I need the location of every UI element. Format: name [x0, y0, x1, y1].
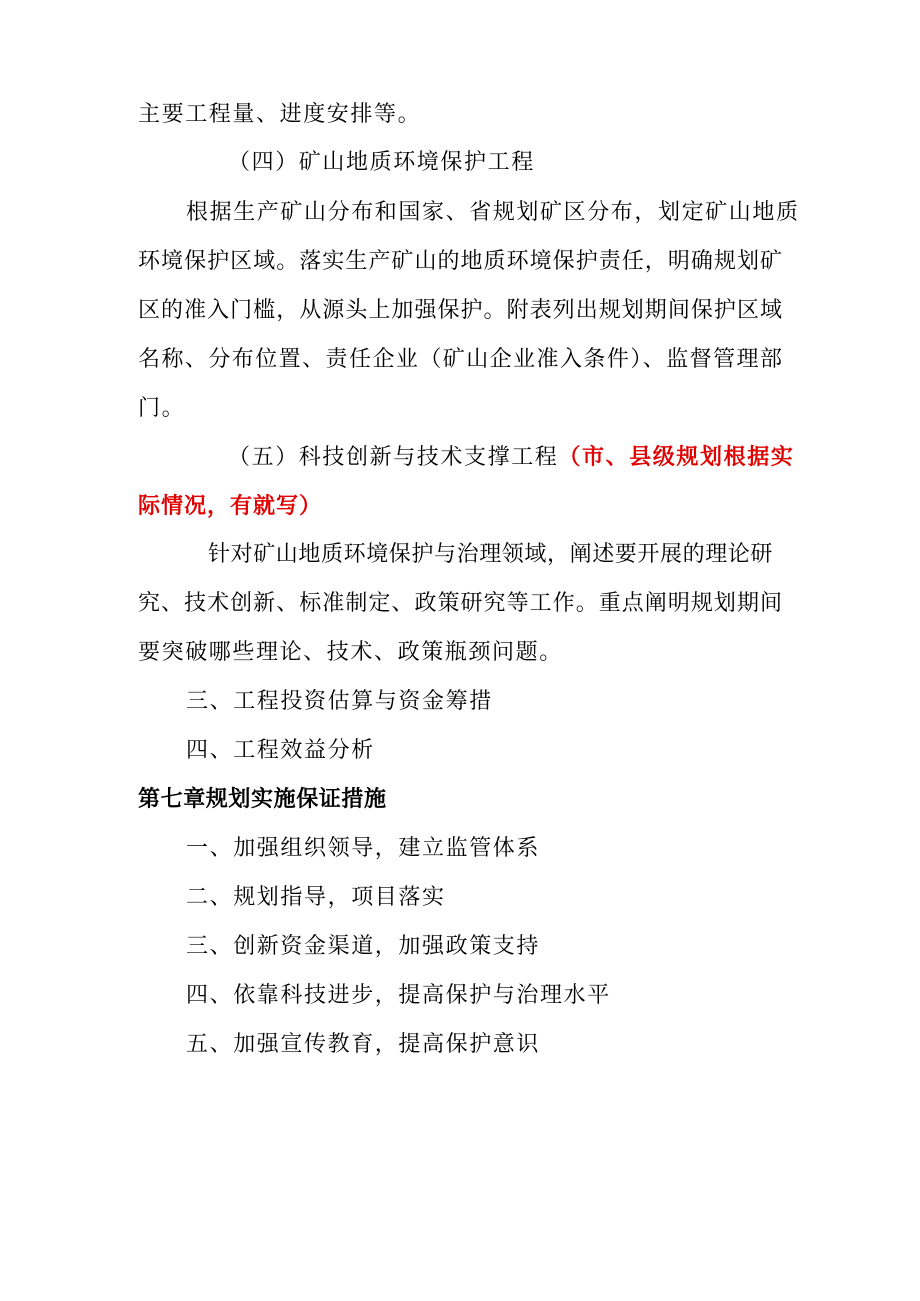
- section-heading-five: [228, 443, 794, 473]
- chapter-seven-title: 第七章规划实施保证措施: [138, 787, 387, 812]
- paragraph-line: 根据生产矿山分布和国家、省规划矿区分布，划定矿山地质: [186, 200, 800, 225]
- measure-item-five: 五、加强宣传教育，提高保护意识: [186, 1032, 541, 1057]
- paragraph-line: 针对矿山地质环境保护与治理领域，阐述要开展的理论研: [208, 542, 774, 567]
- measure-item-one: 一、加强组织领导，建立监管体系: [186, 836, 541, 861]
- measure-item-two: 二、规划指导，项目落实: [186, 885, 446, 910]
- section-heading-three: 三、工程投资估算与资金筹措: [186, 689, 493, 714]
- measure-item-four: 四、依靠科技进步，提高保护与治理水平: [186, 983, 611, 1008]
- section-heading-five-text: （五）科技创新与技术支撑工程: [228, 445, 559, 470]
- paragraph-line: 门。: [138, 396, 186, 421]
- paragraph-line: 究、技术创新、标准制定、政策研究等工作。重点阐明规划期间: [138, 591, 782, 616]
- paragraph-line: 环境保护区域。落实生产矿山的地质环境保护责任，明确规划矿: [138, 249, 782, 274]
- paragraph-line: 名称、分布位置、责任企业（矿山企业准入条件）、监督管理部: [138, 347, 782, 372]
- section-heading-five-note: （市、县级规划根据实: [558, 445, 795, 470]
- section-heading-five-note-continued: 际情况，有就写）: [138, 494, 323, 519]
- section-heading-four: （四）矿山地质环境保护工程: [228, 150, 535, 175]
- paragraph-tail-line: 主要工程量、进度安排等。: [138, 102, 422, 127]
- paragraph-line: 要突破哪些理论、技术、政策瓶颈问题。: [138, 640, 563, 665]
- paragraph-line: 区的准入门槛，从源头上加强保护。附表列出规划期间保护区域: [138, 298, 782, 323]
- measure-item-three: 三、创新资金渠道，加强政策支持: [186, 934, 541, 959]
- section-heading-four-benefit: 四、工程效益分析: [186, 738, 375, 763]
